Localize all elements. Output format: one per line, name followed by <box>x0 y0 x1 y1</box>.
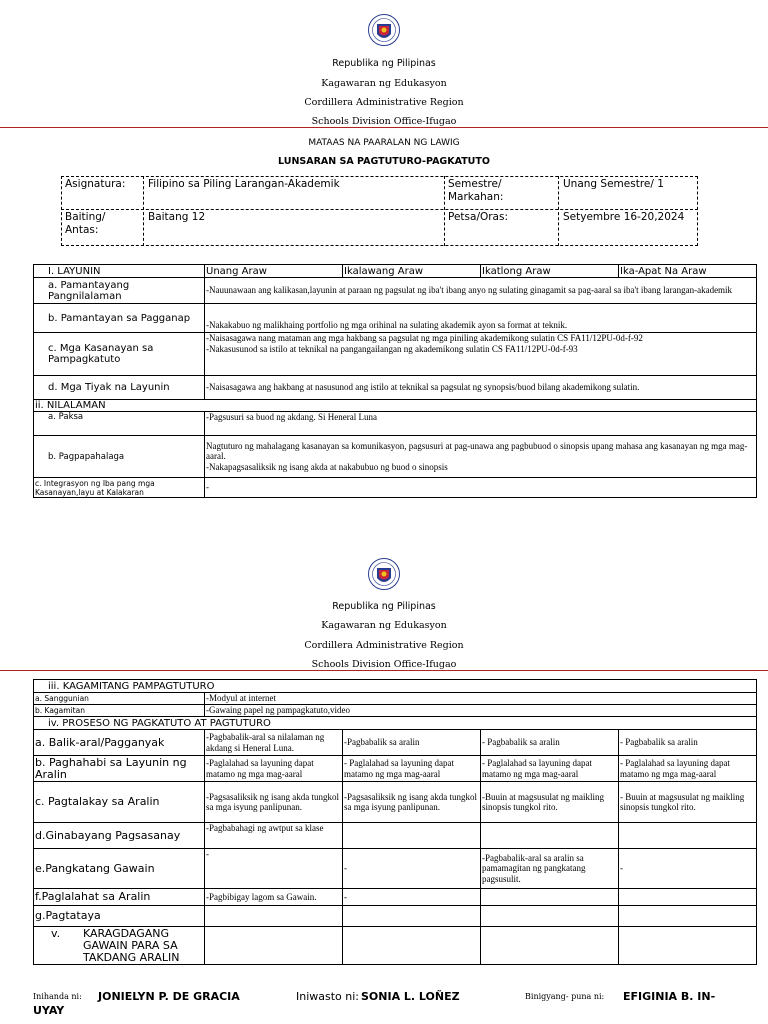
noted-by-name: EFIGINIA B. IN- <box>623 990 716 1003</box>
paghahabi-label: b. Paghahabi sa Layunin ng Aralin <box>34 756 205 782</box>
tiyak-na-layunin-text: -Naisasagawa ang hakbang at nasusunod ang istilo at teknikal sa pagsulat ng synopsis/buod bilang akademikong sulatin. <box>205 376 757 400</box>
pangkatang-day1: - <box>205 849 343 889</box>
deped-seal-icon <box>368 8 400 52</box>
ginabayang-day2 <box>343 823 481 849</box>
layunin-table <box>33 264 757 498</box>
paglalahat-day2: - <box>343 889 481 906</box>
karagdagang-number: v. <box>51 926 61 940</box>
semestre-label: Semestre/ Markahan: <box>448 178 504 203</box>
pagtalakay-day3: -Buuin at magsusulat ng maikling sinopsis tungkol rito. <box>481 782 619 823</box>
kasanayan-text-2: -Nakasusunod sa istilo at teknikal na pangangailangan ng akademikong sulatin CS FA11/12PU-0d-f-93 <box>206 343 578 354</box>
pagpapahalaga-label: b. Pagpapahalaga <box>34 436 205 478</box>
paksa-text: -Pagsusuri sa buod ng akdang. Si Heneral Luna <box>205 412 757 436</box>
header-divider <box>0 127 768 128</box>
kasanayan-cell <box>205 333 757 376</box>
pangkatang-label: e.Pangkatang Gawain <box>34 849 205 889</box>
proseso-table <box>33 679 757 965</box>
pamantayang-pangnilalaman-label: a. Pamantayang Pangnilalaman <box>34 278 205 304</box>
pagtalakay-label: c. Pagtalakay sa Aralin <box>34 782 205 823</box>
pagpapahalaga-text-1: Nagtuturo ng mahalagang kasanayan sa komunikasyon, pagsusuri at pag-unawa ang pagbubuod o sinopsis upang mahasa ang kasanayan ng mga mag-aaral. <box>206 440 748 462</box>
balik-aral-day3: - Pagbabalik sa aralin <box>481 730 619 756</box>
kagamitang-header: iii. KAGAMITANG PAMPAGTUTURO <box>34 680 757 693</box>
pamantayang-pangnilalaman-text: -Nauunawaan ang kalikasan,layunin at paraan ng pagsulat ng iba't ibang anyo ng sulating ginagamit sa pag-aaral sa iba't ibang larangan-akademik <box>205 278 757 304</box>
header-kagawaran: Kagawaran ng Edukasyon <box>321 78 447 89</box>
day1-header: Unang Araw <box>205 265 343 278</box>
paghahabi-day3: - Paglalahad sa layuning dapat matamo ng mga mag-aaral <box>481 756 619 782</box>
pamantayan-pagganap-label: b. Pamantayan sa Pagganap <box>34 304 205 333</box>
kasanayan-label: c. Mga Kasanayan sa Pampagkatuto <box>34 333 205 376</box>
pagtataya-label: g.Pagtataya <box>34 906 205 927</box>
semestre-value: Unang Semestre/ 1 <box>563 178 664 190</box>
kagamitan-label: b. Kagamitan <box>34 705 205 717</box>
document-title: LUNSARAN SA PAGTUTURO-PAGKATUTO <box>278 156 490 167</box>
header-kagawaran-2: Kagawaran ng Edukasyon <box>321 620 447 631</box>
pagtalakay-day4: - Buuin at magsusulat ng maikling sinopsis tungkol rito. <box>619 782 757 823</box>
header-region-2: Cordillera Administrative Region <box>304 640 464 651</box>
karagdagang-cell <box>34 927 205 965</box>
pagpapahalaga-text-2: -Nakapagsasaliksik ng isang akda at nakabubuo ng buod o sinopsis <box>206 461 448 472</box>
ginabayang-day3 <box>481 823 619 849</box>
pamantayan-pagganap-text: -Nakakabuo ng malikhaing portfolio ng mga orihinal na sulating akademik ayon sa format at teknik. <box>205 304 757 333</box>
noted-by-label: Binigyang- puna ni: <box>525 992 605 1001</box>
ginabayang-day1: -Pagbabahagi ng awtput sa klase <box>205 823 343 849</box>
header-republika: Republika ng Pilipinas <box>332 58 436 69</box>
pangkatang-day4: - <box>619 849 757 889</box>
header-republika-2: Republika ng Pilipinas <box>332 601 436 612</box>
ginabayang-label: d.Ginabayang Pagsasanay <box>34 823 205 849</box>
tiyak-na-layunin-label: d. Mga Tiyak na Layunin <box>34 376 205 400</box>
pagtataya-day1 <box>205 906 343 927</box>
karagdagang-day3 <box>481 927 619 965</box>
paghahabi-day1: -Paglalahad sa layuning dapat matamo ng mga mag-aaral <box>205 756 343 782</box>
header-region: Cordillera Administrative Region <box>304 97 464 108</box>
balik-aral-day1: -Pagbabalik-aral sa nilalaman ng akdang si Heneral Luna. <box>205 730 343 756</box>
karagdagang-label: KARAGDAGANG GAWAIN PARA SA TAKDANG ARALIN <box>83 926 180 964</box>
paglalahat-day3 <box>481 889 619 906</box>
layunin-header: I. LAYUNIN <box>34 265 205 278</box>
karagdagang-day2 <box>343 927 481 965</box>
day2-header: Ikalawang Araw <box>343 265 481 278</box>
kasanayan-text-1: -Naisasagawa nang mataman ang mga hakbang sa pagsulat ng mga piniling akademikong sulatin CS FA11/12PU-0d-f-92 <box>206 333 643 343</box>
pagtalakay-day1: -Pagsasaliksik ng isang akda tungkol sa mga isyung panlipunan. <box>205 782 343 823</box>
prepared-by-label: Inihanda ni: <box>33 992 82 1001</box>
baitang-label: Baiting/ Antas: <box>65 211 106 236</box>
school-name: MATAAS NA PAARALAN NG LAWIG <box>308 138 460 148</box>
info-col-divider <box>444 176 445 246</box>
pagtataya-day4 <box>619 906 757 927</box>
paglalahat-day4 <box>619 889 757 906</box>
paglalahat-day1: -Pagbibigay lagom sa Gawain. <box>205 889 343 906</box>
karagdagang-day1 <box>205 927 343 965</box>
pagpapahalaga-cell <box>205 436 757 478</box>
sanggunian-text: -Modyul at internet <box>205 693 757 705</box>
paksa-label: a. Paksa <box>34 412 205 436</box>
baitang-value: Baitang 12 <box>148 211 206 223</box>
sanggunian-label: a. Sanggunian <box>34 693 205 705</box>
day3-header: Ikatlong Araw <box>481 265 619 278</box>
noted-by-name-cont: UYAY <box>33 1004 65 1017</box>
pagtalakay-day2: -Pagsasaliksik ng isang akda tungkol sa mga isyung panlipunan. <box>343 782 481 823</box>
pagtataya-day2 <box>343 906 481 927</box>
deped-seal-icon <box>368 552 400 596</box>
info-col-divider <box>143 176 144 246</box>
header-divider-2 <box>0 670 768 671</box>
karagdagang-day4 <box>619 927 757 965</box>
info-row-divider <box>61 209 698 210</box>
checked-by-name: SONIA L. LOÑEZ <box>361 990 460 1003</box>
header-division: Schools Division Office-Ifugao <box>311 116 457 127</box>
paghahabi-day2: - Paglalahad sa layuning dapat matamo ng mga mag-aaral <box>343 756 481 782</box>
asignatura-label: Asignatura: <box>65 178 126 190</box>
proseso-header: iv. PROSESO NG PAGKATUTO AT PAGTUTURO <box>34 717 757 730</box>
pagtataya-day3 <box>481 906 619 927</box>
header-division-2: Schools Division Office-Ifugao <box>311 659 457 670</box>
integrasyon-text: - <box>205 478 757 498</box>
pangkatang-day2: - <box>343 849 481 889</box>
paglalahat-label: f.Paglalahat sa Aralin <box>34 889 205 906</box>
kagamitan-text: -Gawaing papel ng pampagkatuto,video <box>205 705 757 717</box>
asignatura-value: Filipino sa Piling Larangan-Akademik <box>148 178 340 190</box>
balik-aral-day4: - Pagbabalik sa aralin <box>619 730 757 756</box>
pangkatang-day3: -Pagbabalik-aral sa aralin sa pamamagitan ng pangkatang pagsusulit. <box>481 849 619 889</box>
paghahabi-day4: - Paglalahad sa layuning dapat matamo ng mga mag-aaral <box>619 756 757 782</box>
checked-by-label: Iniwasto ni: <box>296 990 360 1003</box>
petsa-label: Petsa/Oras: <box>448 211 509 223</box>
balik-aral-label: a. Balik-aral/Pagganyak <box>34 730 205 756</box>
integrasyon-label: c. Integrasyon ng Iba pang mga Kasanayan,layu at Kalakaran <box>34 478 205 498</box>
ginabayang-day4 <box>619 823 757 849</box>
info-col-divider <box>558 176 559 246</box>
nilalaman-header: ii. NILALAMAN <box>34 400 757 412</box>
petsa-value: Setyembre 16-20,2024 <box>563 211 685 223</box>
prepared-by-name: JONIELYN P. DE GRACIA <box>98 990 240 1003</box>
balik-aral-day2: -Pagbabalik sa aralin <box>343 730 481 756</box>
day4-header: Ika-Apat Na Araw <box>619 265 757 278</box>
